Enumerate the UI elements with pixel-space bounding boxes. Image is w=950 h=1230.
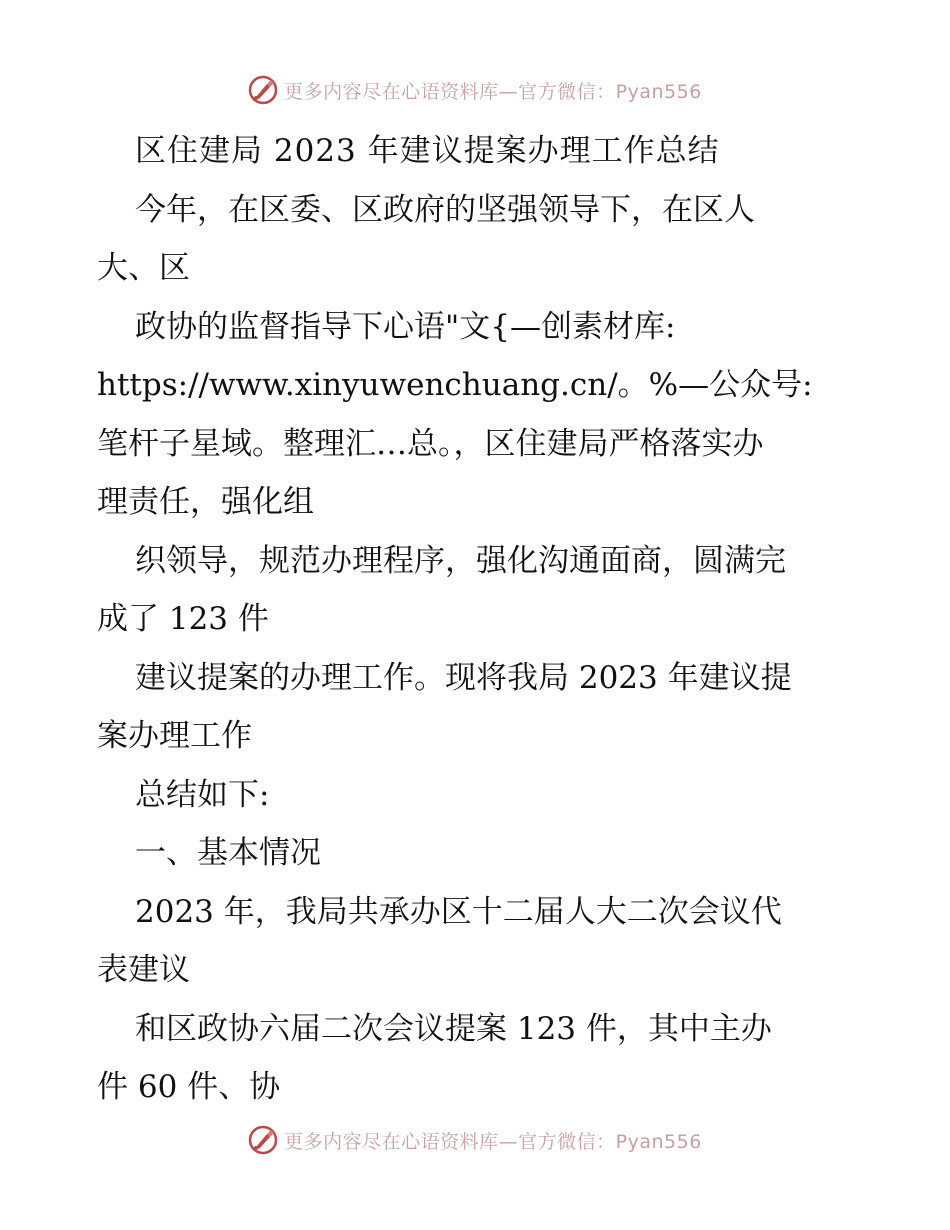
paragraph-line: 大、区 bbox=[97, 250, 190, 286]
paragraph-line: 今年，在区委、区政府的坚强领导下，在区人 bbox=[135, 191, 755, 228]
paragraph-line: 理责任，强化组 bbox=[97, 484, 314, 520]
paragraph-line: 和区政协六届二次会议提案 123 件，其中主办 bbox=[135, 1010, 772, 1047]
footer-watermark-banner bbox=[0, 1120, 950, 1160]
section-heading: 一、基本情况 bbox=[135, 835, 321, 871]
paragraph-line: 政协的监督指导下心语"文{—创素材库: bbox=[135, 308, 676, 345]
header-watermark-text: 更多内容尽在心语资料库—官方微信：Pyan556 bbox=[284, 80, 702, 103]
paragraph-line: 2023 年，我局共承办区十二届人大二次会议代 bbox=[135, 893, 782, 930]
paragraph-line: https://www.xinyuwenchuang.cn/。%—公众号: bbox=[97, 367, 813, 403]
document-body bbox=[97, 122, 857, 1117]
pen-nib-logo-icon bbox=[248, 1125, 278, 1155]
paragraph-line: 件 60 件、协 bbox=[97, 1069, 281, 1105]
footer-watermark-text: 更多内容尽在心语资料库—官方微信：Pyan556 bbox=[284, 1130, 702, 1153]
header-watermark-banner bbox=[0, 70, 950, 110]
paragraph-line: 案办理工作 bbox=[97, 718, 252, 754]
paragraph-line: 表建议 bbox=[97, 952, 190, 988]
paragraph-line: 笔杆子星域。整理汇…总。，区住建局严格落实办 bbox=[97, 425, 764, 462]
paragraph-line: 总结如下: bbox=[135, 776, 270, 813]
paragraph-line: 织领导，规范办理程序，强化沟通面商，圆满完 bbox=[135, 542, 786, 579]
pen-nib-logo-icon bbox=[248, 75, 278, 105]
document-title: 区住建局 2023 年建议提案办理工作总结 bbox=[135, 133, 720, 169]
paragraph-line: 成了 123 件 bbox=[97, 601, 269, 637]
paragraph-line: 建议提案的办理工作。现将我局 2023 年建议提 bbox=[135, 659, 792, 696]
